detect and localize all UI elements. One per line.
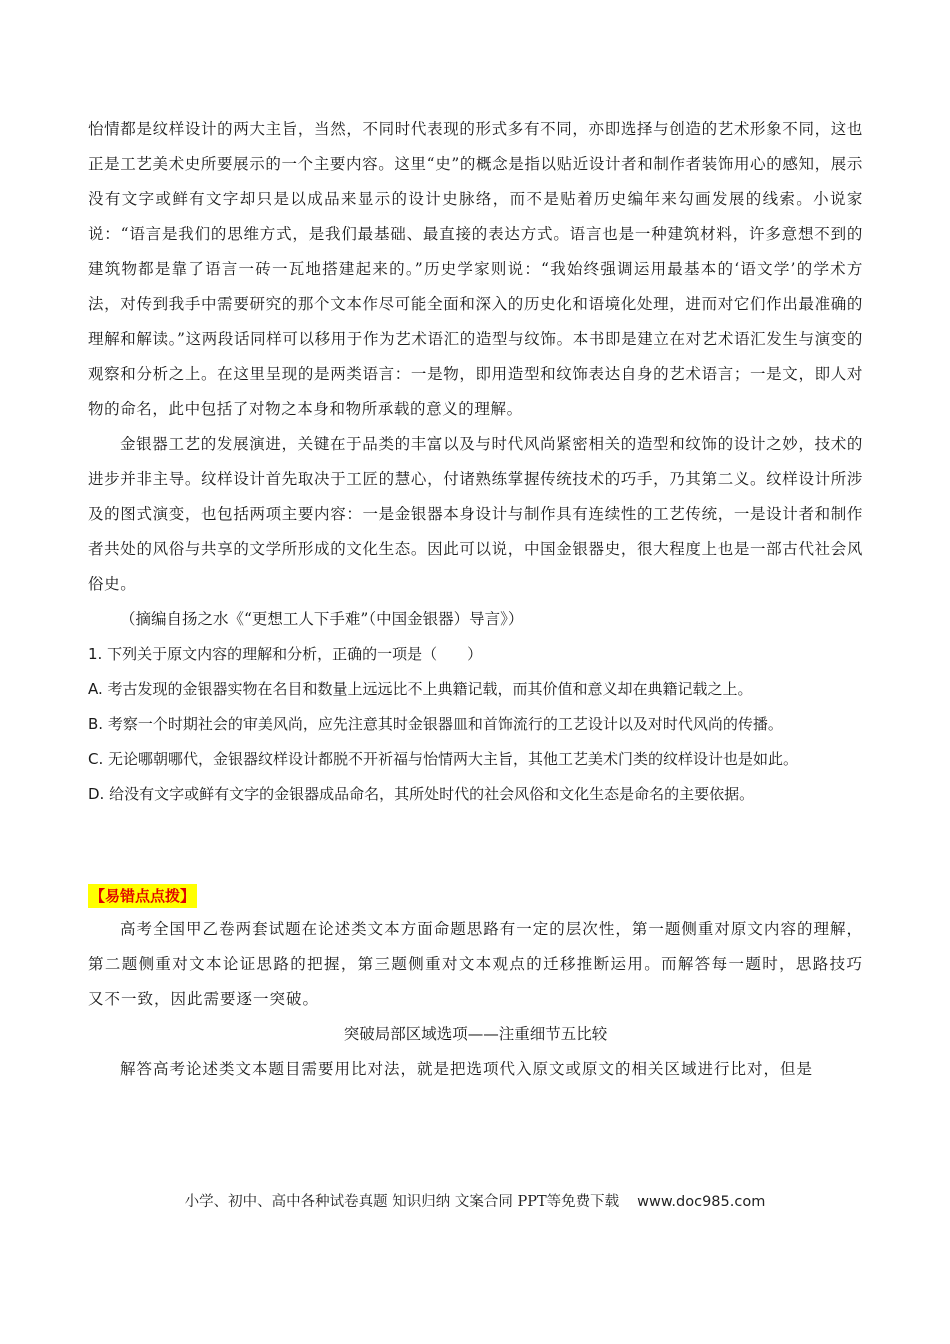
passage-source: （摘编自扬之水《“更想工人下手难”（中国金银器）导言》） (120, 610, 524, 628)
option-c: C. 无论哪朝哪代，金银器纹样设计都脱不开祈福与怡情两大主旨，其他工艺美术门类的纹样设计也是如此。 (88, 750, 799, 768)
option-b: B. 考察一个时期社会的审美风尚，应先注意其时金银器皿和首饰流行的工艺设计以及对时代风尚的传播。 (88, 715, 783, 733)
tips-subtitle: 突破局部区域选项——注重细节五比较 (343, 1025, 608, 1043)
tips-paragraph-2: 解答高考论述类文本题目需要用比对法，就是把选项代入原文或原文的相关区域进行比对，但是 (120, 1060, 814, 1078)
section-spacer (88, 812, 863, 884)
error-tips-tag: 【易错点点拨】 (88, 884, 197, 908)
question-stem: 1. 下列关于原文内容的理解和分析，正确的一项是（ ） (88, 645, 483, 663)
passage-paragraph-2: 金银器工艺的发展演进，关键在于品类的丰富以及与时代风尚紧密相关的造型和纹饰的设计之妙，技术的进步并非主导。纹样设计首先取决于工匠的慧心，付诸熟练掌握传统技术的巧手，乃其第二义。纹样设计所涉及的图式演变，也包括两项主要内容：一是金银器本身设计与制作具有连续性的工艺传统，一是设计者和制作者共处的风俗与共享的文学所形成的文化生态。因此可以说，中国金银器史，很大程度上也是一部古代社会风俗史。 (88, 435, 863, 593)
page-content (88, 112, 863, 1087)
passage-paragraph-1: 怡情都是纹样设计的两大主旨，当然，不同时代表现的形式多有不同，亦即选择与创造的艺术形象不同，这也正是工艺美术史所要展示的一个主要内容。这里“史”的概念是指以贴近设计者和制作者装饰用心的感知，展示没有文字或鲜有文字却只是以成品来显示的设计史脉络，而不是贴着历史编年来勾画发展的线索。小说家说：“语言是我们的思维方式，是我们最基础、最直接的表达方式。语言也是一种建筑材料，许多意想不到的建筑物都是靠了语言一砖一瓦地搭建起来的。”历史学家则说：“我始终强调运用最基本的‘语文学’的学术方法，对传到我手中需要研究的那个文本作尽可能全面和深入的历史化和语境化处理，进而对它们作出最准确的理解和解读。”这两段话同样可以移用于作为艺术语汇的造型与纹饰。本书即是建立在对艺术语汇发生与演变的观察和分析之上。在这里呈现的是两类语言：一是物，即用造型和纹饰表达自身的艺术语言；一是文，即人对物的命名，此中包括了对物之本身和物所承载的意义的理解。 (88, 120, 863, 418)
option-a: A. 考古发现的金银器实物在名目和数量上远远比不上典籍记载，而其价值和意义却在典籍记载之上。 (88, 680, 753, 698)
option-d: D. 给没有文字或鲜有文字的金银器成品命名，其所处时代的社会风俗和文化生态是命名的主要依据。 (88, 785, 755, 803)
tips-paragraph-1: 高考全国甲乙卷两套试题在论述类文本方面命题思路有一定的层次性，第一题侧重对原文内容的理解，第二题侧重对文本论证思路的把握，第三题侧重对文本观点的迁移推断运用。而解答每一题时，思路技巧又不一致，因此需要逐一突破。 (88, 920, 863, 1008)
footer-text: 小学、初中、高中各种试卷真题 知识归纳 文案合同 PPT等免费下载 (184, 1194, 620, 1210)
footer-url[interactable]: www.doc985.com (637, 1194, 766, 1210)
page-footer (0, 1190, 950, 1211)
